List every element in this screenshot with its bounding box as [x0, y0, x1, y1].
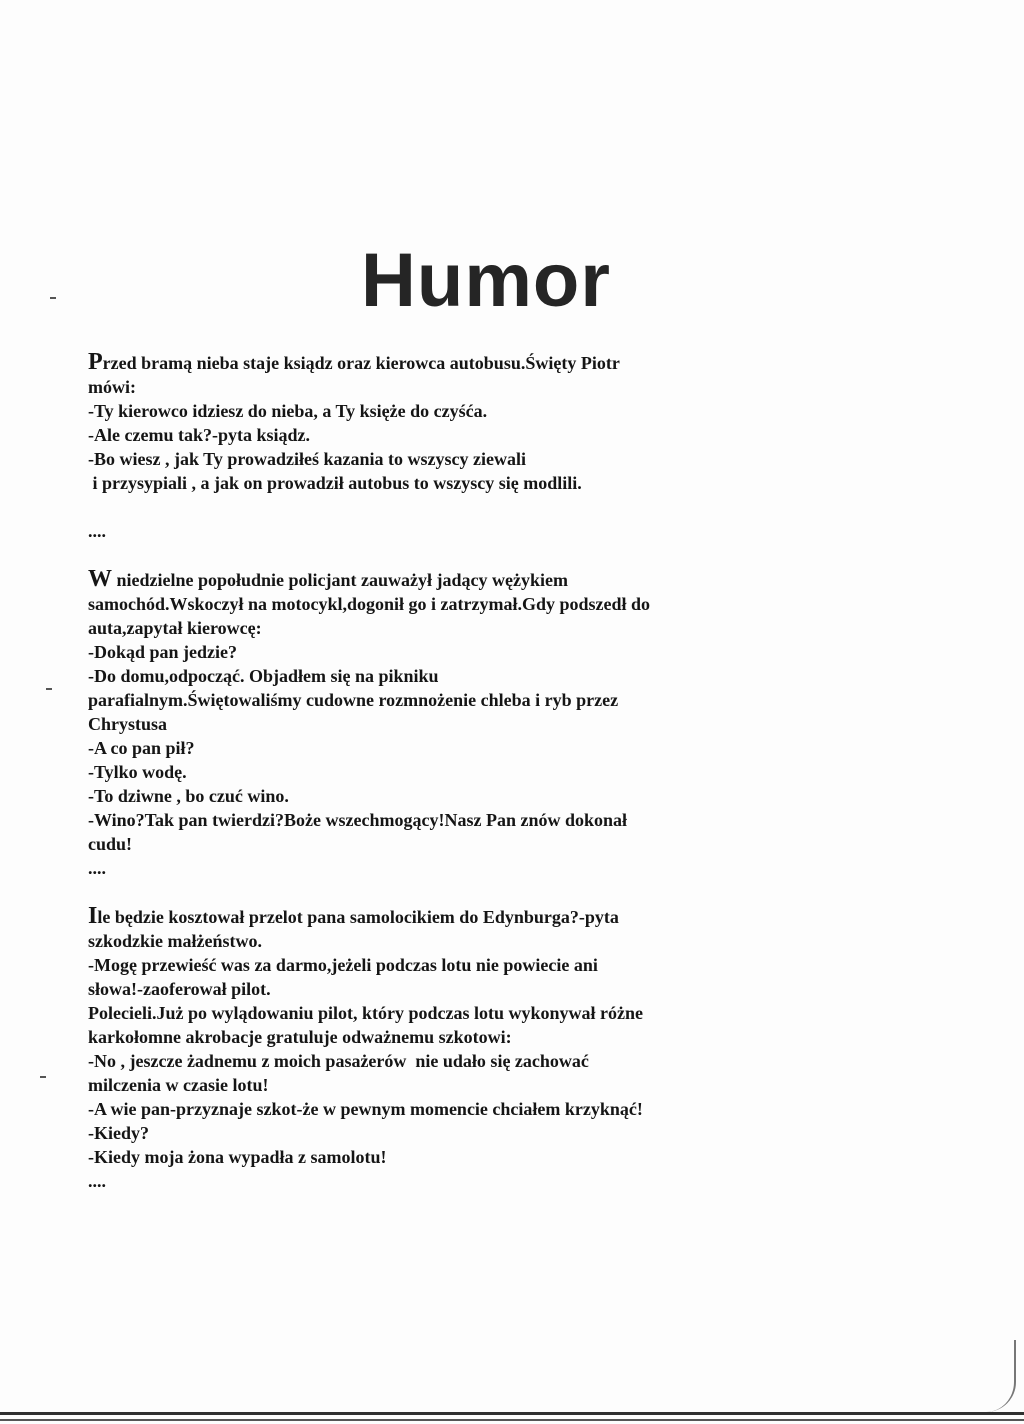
drop-cap: P	[88, 349, 103, 375]
joke-line: mówi:	[88, 377, 136, 397]
joke-line: -Kiedy moja żona wypadła z samolotu!	[88, 1147, 387, 1167]
joke-line: auta,zapytał kierowcę:	[88, 618, 262, 638]
joke-line: milczenia w czasie lotu!	[88, 1075, 269, 1095]
scan-speck	[50, 297, 56, 299]
joke-line: -Do domu,odpocząć. Objadłem się na pikniku	[88, 666, 439, 686]
joke-block	[88, 567, 808, 880]
joke-line: słowa!-zaoferował pilot.	[88, 979, 271, 999]
joke-block	[88, 904, 808, 1193]
joke-line: parafialnym.Świętowaliśmy cudowne rozmnożenie chleba i ryb przez	[88, 690, 619, 710]
joke-separator: ....	[88, 521, 106, 541]
scan-speck	[40, 1076, 46, 1078]
scan-bottom-edge	[0, 1419, 1024, 1421]
joke-line: -A wie pan-przyznaje szkot-że w pewnym momencie chciałem krzyknąć!	[88, 1099, 643, 1119]
joke-line: -Ty kierowco idziesz do nieba, a Ty księże do czyśća.	[88, 401, 488, 421]
page-title: Humor	[361, 238, 611, 323]
joke-line: cudu!	[88, 834, 133, 854]
drop-cap: W	[88, 566, 112, 592]
jokes-body	[88, 350, 808, 1193]
page-edge-curve	[984, 1340, 1016, 1412]
joke-line: -Kiedy?	[88, 1123, 149, 1143]
joke-line: -Tylko wodę.	[88, 762, 187, 782]
scan-bottom-edge	[0, 1412, 1024, 1415]
joke-line: -To dziwne , bo czuć wino.	[88, 786, 289, 806]
joke-line: -No , jeszcze żadnemu z moich pasażerów nie udało się zachować	[88, 1051, 589, 1071]
joke-line: -Ale czemu tak?-pyta ksiądz.	[88, 425, 310, 445]
scan-speck	[46, 688, 52, 690]
joke-line: -A co pan pił?	[88, 738, 195, 758]
joke-line: -Wino?Tak pan twierdzi?Boże wszechmogący!Nasz Pan znów dokonał	[88, 810, 628, 830]
joke-line: -Dokąd pan jedzie?	[88, 642, 238, 662]
joke-line: W niedzielne popołudnie policjant zauważył jadący wężykiem	[88, 566, 568, 592]
joke-line: Polecieli.Już po wylądowaniu pilot, który podczas lotu wykonywał różne	[88, 1003, 644, 1023]
joke-line: szkodzkie małżeństwo.	[88, 931, 262, 951]
joke-line: Chrystusa	[88, 714, 168, 734]
joke-line: Przed bramą nieba staje ksiądz oraz kierowca autobusu.Święty Piotr	[88, 349, 620, 375]
joke-separator: ....	[88, 858, 106, 878]
joke-line: karkołomne akrobacje gratuluje odważnemu szkotowi:	[88, 1027, 512, 1047]
drop-cap: I	[88, 903, 98, 929]
joke-line: -Bo wiesz , jak Ty prowadziłeś kazania to wszyscy ziewali	[88, 449, 526, 469]
joke-line: i przysypiali , a jak on prowadził autobus to wszyscy się modlili.	[88, 473, 582, 493]
joke-block	[88, 350, 808, 543]
joke-line: Ile będzie kosztował przelot pana samolocikiem do Edynburga?-pyta	[88, 903, 619, 929]
joke-line: samochód.Wskoczył na motocykl,dogonił go i zatrzymał.Gdy podszedł do	[88, 594, 651, 614]
joke-separator: ....	[88, 1171, 106, 1191]
joke-line: -Mogę przewieść was za darmo,jeżeli podczas lotu nie powiecie ani	[88, 955, 598, 975]
